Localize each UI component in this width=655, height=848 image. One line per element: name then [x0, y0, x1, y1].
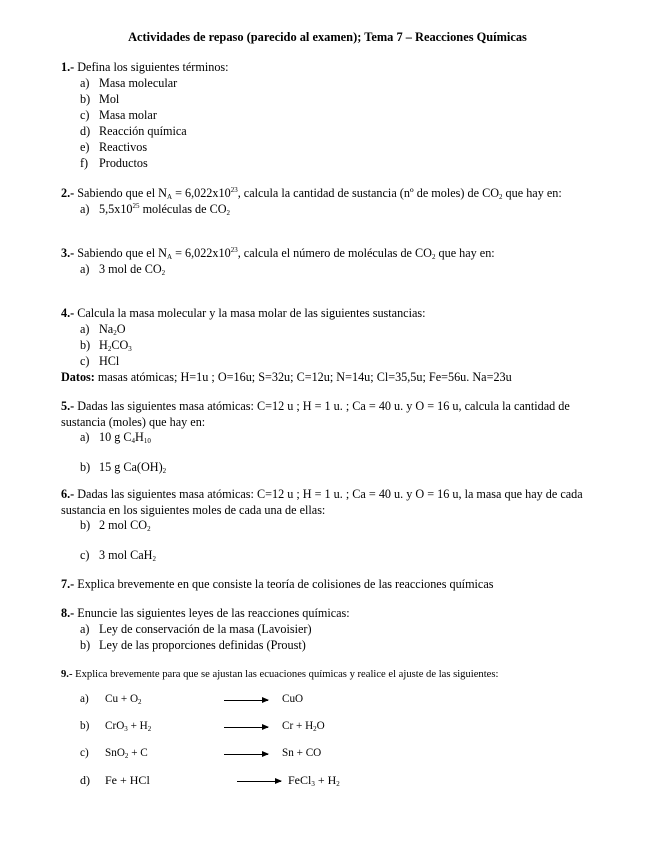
question-2 — [61, 186, 601, 218]
list-item — [61, 140, 601, 156]
item-letter: c) — [80, 107, 90, 122]
list-item — [61, 156, 601, 172]
list-item — [61, 430, 601, 446]
item-letter: f) — [80, 155, 89, 170]
item-letter: e) — [80, 139, 90, 154]
subscript: 2 — [152, 555, 156, 564]
question-8-statement — [61, 606, 601, 622]
item-text: Masa molecular — [99, 75, 178, 90]
item-letter: c) — [80, 747, 89, 759]
formula-part: Fe + HCl — [105, 773, 150, 787]
text-part: , calcula el número de moléculas de CO — [237, 246, 432, 260]
subscript: A — [166, 253, 173, 261]
subscript: 4 — [131, 437, 136, 446]
item-text: 2 mol CO — [99, 518, 148, 533]
item-letter: a) — [80, 75, 90, 90]
item-text: Ley de conservación de la masa (Lavoisier) — [99, 621, 312, 636]
item-list — [61, 202, 601, 218]
subscript: 2 — [138, 698, 142, 706]
list-item — [61, 92, 601, 108]
list-item — [61, 322, 601, 338]
question-2-statement — [61, 186, 601, 202]
equation-reactants — [105, 692, 142, 708]
item-text: 3 mol de CO — [99, 261, 162, 276]
item-text: H — [135, 430, 144, 445]
item-text: H — [99, 337, 108, 352]
subscript: 2 — [162, 467, 167, 476]
subscript: 2 — [147, 525, 151, 534]
item-text: CO — [111, 337, 129, 352]
term-list — [61, 76, 601, 172]
formula-part: Cu + O — [105, 693, 139, 705]
data-text: masas atómicas; H=1u ; O=16u; S=32u; C=12u; N=14u; Cl=35,5u; Fe=56u. Na=23u — [94, 369, 512, 384]
subscript: 2 — [147, 725, 152, 733]
subscript: 2 — [431, 253, 436, 261]
question-6 — [61, 487, 601, 564]
question-text: Enuncie las siguientes leyes de las reacciones químicas: — [74, 606, 350, 620]
item-letter: b) — [80, 337, 91, 352]
list-item — [61, 338, 601, 354]
list-item — [61, 622, 601, 638]
item-letter: a) — [80, 261, 90, 276]
question-1-statement — [61, 60, 601, 76]
formula-part: CrO — [105, 720, 125, 732]
question-4 — [61, 306, 601, 385]
formula-part: SnO — [105, 747, 125, 759]
equation-reactants — [105, 746, 148, 762]
text-part: que hay en: — [435, 246, 495, 260]
item-text: Productos — [99, 155, 148, 170]
item-text: Mol — [99, 91, 120, 106]
superscript: 23 — [230, 246, 238, 254]
formula-part: + H — [314, 773, 337, 787]
item-letter: a) — [80, 430, 90, 445]
item-text: 15 g Ca(OH) — [99, 460, 163, 475]
superscript: 23 — [230, 186, 238, 194]
list-item — [61, 460, 601, 476]
equation-c — [61, 746, 561, 762]
question-number: 2.- — [61, 186, 75, 200]
subscript: 2 — [313, 725, 317, 733]
question-text: Dadas las siguientes masa atómicas: C=12 u ; H = 1 u. ; Ca = 40 u. y O = 16 u, la masa que hay de cada sustancia en los siguientes moles de cada una de ellas: — [61, 487, 583, 517]
question-3-statement — [61, 246, 601, 262]
data-label: Datos: — [61, 369, 95, 384]
question-text: Calcula la masa molecular y la masa molar de las siguientes sustancias: — [74, 306, 426, 320]
subscript: 10 — [143, 437, 151, 446]
item-text: 5,5x10 — [99, 201, 133, 216]
equation-b — [61, 719, 561, 735]
question-7 — [61, 577, 601, 593]
question-1 — [61, 60, 601, 172]
item-text: HCl — [99, 353, 120, 368]
reaction-arrow-icon — [224, 727, 268, 728]
question-number: 9.- — [61, 669, 73, 680]
question-6-statement — [61, 487, 601, 518]
text-part: Sabiendo que el N — [74, 246, 167, 260]
list-item — [61, 76, 601, 92]
question-7-statement — [61, 577, 601, 593]
list-item — [61, 354, 601, 370]
question-number: 7.- — [61, 577, 75, 591]
question-9-statement — [61, 667, 601, 683]
text-part: , calcula la cantidad de sustancia (nº de moles) de CO — [237, 186, 499, 200]
subscript: 3 — [124, 725, 128, 733]
item-letter: a) — [80, 321, 90, 336]
reaction-arrow-icon — [224, 700, 268, 701]
equation-reactants — [105, 773, 150, 789]
item-letter: b) — [80, 637, 91, 652]
item-letter: b) — [80, 460, 91, 475]
formula-part: Cr + H — [282, 720, 314, 732]
item-letter: c) — [80, 548, 90, 563]
question-number: 5.- — [61, 399, 75, 413]
question-text: Explica brevemente para que se ajustan las ecuaciones químicas y realice el ajuste de las siguientes: — [72, 669, 499, 680]
item-letter: d) — [80, 773, 90, 787]
item-letter: c) — [80, 353, 90, 368]
question-9 — [61, 667, 601, 683]
substance-list — [61, 322, 601, 370]
formula-part: O — [316, 720, 325, 732]
question-3 — [61, 246, 601, 278]
item-list — [61, 430, 601, 476]
formula-part: + C — [128, 747, 148, 759]
law-list — [61, 622, 601, 654]
list-item — [61, 108, 601, 124]
question-8 — [61, 606, 601, 654]
formula-part: FeCl — [288, 773, 312, 787]
text-part: = 6,022x10 — [172, 246, 231, 260]
item-list — [61, 262, 601, 278]
page-title: Actividades de repaso (parecido al examen); Tema 7 – Reacciones Químicas — [128, 30, 527, 44]
subscript: 2 — [113, 328, 117, 337]
list-item — [61, 638, 601, 654]
question-5 — [61, 399, 601, 476]
question-text: Dadas las siguientes masa atómicas: C=12 u ; H = 1 u. ; Ca = 40 u. y O = 16 u, calcula la cantidad de sustancia (moles) que hay en: — [61, 399, 570, 429]
item-text: Reacción química — [99, 123, 187, 138]
subscript: 2 — [124, 752, 129, 760]
subscript: 2 — [107, 344, 112, 353]
item-text: Na — [99, 321, 114, 336]
item-text: O — [116, 321, 126, 336]
subscript: 2 — [336, 780, 340, 788]
subscript: 3 — [128, 344, 132, 353]
formula-part: Sn + CO — [282, 747, 322, 759]
equation-a — [61, 692, 561, 708]
question-5-statement — [61, 399, 601, 430]
question-4-statement — [61, 306, 601, 322]
list-item — [61, 202, 601, 218]
item-letter: b) — [80, 518, 91, 533]
list-item — [61, 124, 601, 140]
text-part: Sabiendo que el N — [74, 186, 167, 200]
subscript: 2 — [499, 193, 503, 201]
question-number: 1.- — [61, 60, 75, 74]
item-letter: b) — [80, 720, 90, 732]
question-number: 8.- — [61, 606, 75, 620]
item-text: Masa molar — [99, 107, 157, 122]
item-text: Reactivos — [99, 139, 148, 154]
formula-part: + H — [127, 720, 148, 732]
item-text: 3 mol CaH — [99, 548, 153, 563]
formula-part: CuO — [282, 693, 304, 705]
item-letter: a) — [80, 621, 90, 636]
equation-products — [282, 746, 321, 762]
question-text: Defina los siguientes términos: — [74, 60, 229, 74]
equation-products — [282, 692, 303, 708]
question-number: 6.- — [61, 487, 75, 501]
list-item — [61, 518, 601, 534]
subscript: A — [166, 193, 173, 201]
item-text: moléculas de CO — [139, 201, 227, 216]
subscript: 2 — [226, 208, 231, 217]
list-item — [61, 548, 601, 564]
reaction-arrow-icon — [237, 781, 281, 782]
subscript: 3 — [311, 780, 315, 788]
text-part: que hay en: — [502, 186, 562, 200]
item-letter: a) — [80, 201, 90, 216]
atomic-mass-data — [61, 370, 601, 386]
text-part: = 6,022x10 — [172, 186, 231, 200]
reaction-arrow-icon — [224, 754, 268, 755]
question-number: 3.- — [61, 246, 75, 260]
list-item — [61, 262, 601, 278]
subscript: 2 — [161, 268, 166, 277]
equation-reactants — [105, 719, 151, 735]
item-text: 10 g C — [99, 430, 132, 445]
item-letter: a) — [80, 693, 89, 705]
question-number: 4.- — [61, 306, 75, 320]
equation-products — [282, 719, 325, 735]
item-letter: d) — [80, 123, 91, 138]
superscript: 25 — [132, 201, 140, 210]
equation-products — [288, 773, 340, 789]
item-list — [61, 518, 601, 564]
question-text: Explica brevemente en que consiste la teoría de colisiones de las reacciones químicas — [74, 577, 494, 591]
item-text: Ley de las proporciones definidas (Proust) — [99, 637, 306, 652]
item-letter: b) — [80, 91, 91, 106]
equation-d — [61, 773, 561, 789]
